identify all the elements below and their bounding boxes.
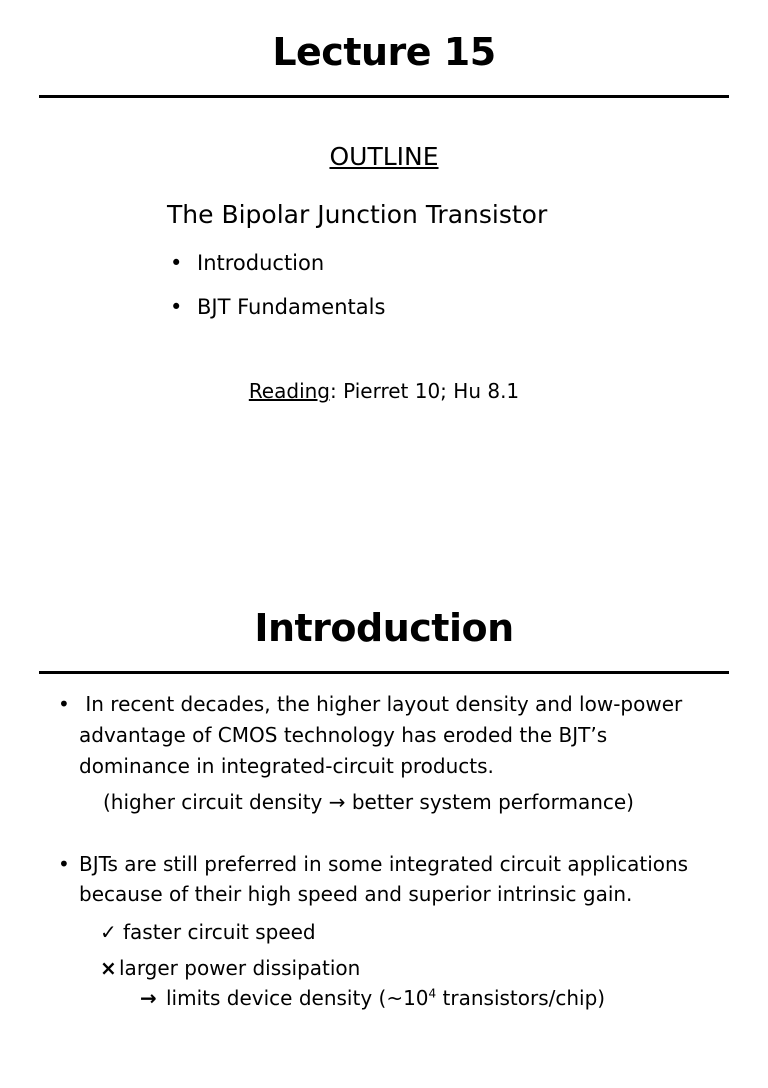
title-divider bbox=[39, 671, 729, 674]
slide-title: Lecture 15 bbox=[272, 30, 496, 74]
outline-heading: OUTLINE bbox=[329, 142, 439, 171]
paragraph-line: dominance in integrated-circuit products. bbox=[79, 754, 494, 778]
reading-label: Reading bbox=[248, 379, 330, 403]
superscript: 4 bbox=[428, 986, 437, 1001]
sub-item-text: transistors/chip) bbox=[436, 986, 606, 1010]
paragraph-line: advantage of CMOS technology has eroded the BJT’s bbox=[79, 723, 608, 747]
slide-title: Introduction bbox=[254, 606, 514, 650]
bullet-icon: • bbox=[170, 295, 183, 319]
slide-introduction bbox=[0, 576, 768, 1088]
list-item: BJT Fundamentals bbox=[197, 295, 386, 319]
subtitle: The Bipolar Junction Transistor bbox=[167, 200, 548, 229]
list-item: larger power dissipation bbox=[119, 956, 361, 980]
paragraph-note: (higher circuit density → better system performance) bbox=[103, 790, 634, 814]
bullet-icon: • bbox=[58, 852, 70, 876]
list-item: faster circuit speed bbox=[123, 920, 316, 944]
paragraph-line: In recent decades, the higher layout density and low-power bbox=[79, 692, 683, 716]
sub-item-text: limits device density (~10 bbox=[166, 986, 429, 1010]
check-icon: ✓ bbox=[100, 920, 117, 944]
paragraph-line: BJTs are still preferred in some integrated circuit applications bbox=[79, 852, 689, 876]
list-item: Introduction bbox=[197, 251, 325, 275]
title-divider bbox=[39, 95, 729, 98]
list-item bbox=[166, 986, 605, 1010]
paragraph-line: because of their high speed and superior intrinsic gain. bbox=[79, 882, 633, 906]
reading-text: : Pierret 10; Hu 8.1 bbox=[330, 379, 520, 403]
cross-icon: × bbox=[100, 956, 117, 980]
bullet-icon: • bbox=[58, 692, 70, 716]
arrow-icon: → bbox=[140, 986, 157, 1010]
bullet-icon: • bbox=[170, 251, 183, 275]
slide-lecture-15 bbox=[0, 0, 768, 512]
reading-line bbox=[0, 379, 768, 403]
